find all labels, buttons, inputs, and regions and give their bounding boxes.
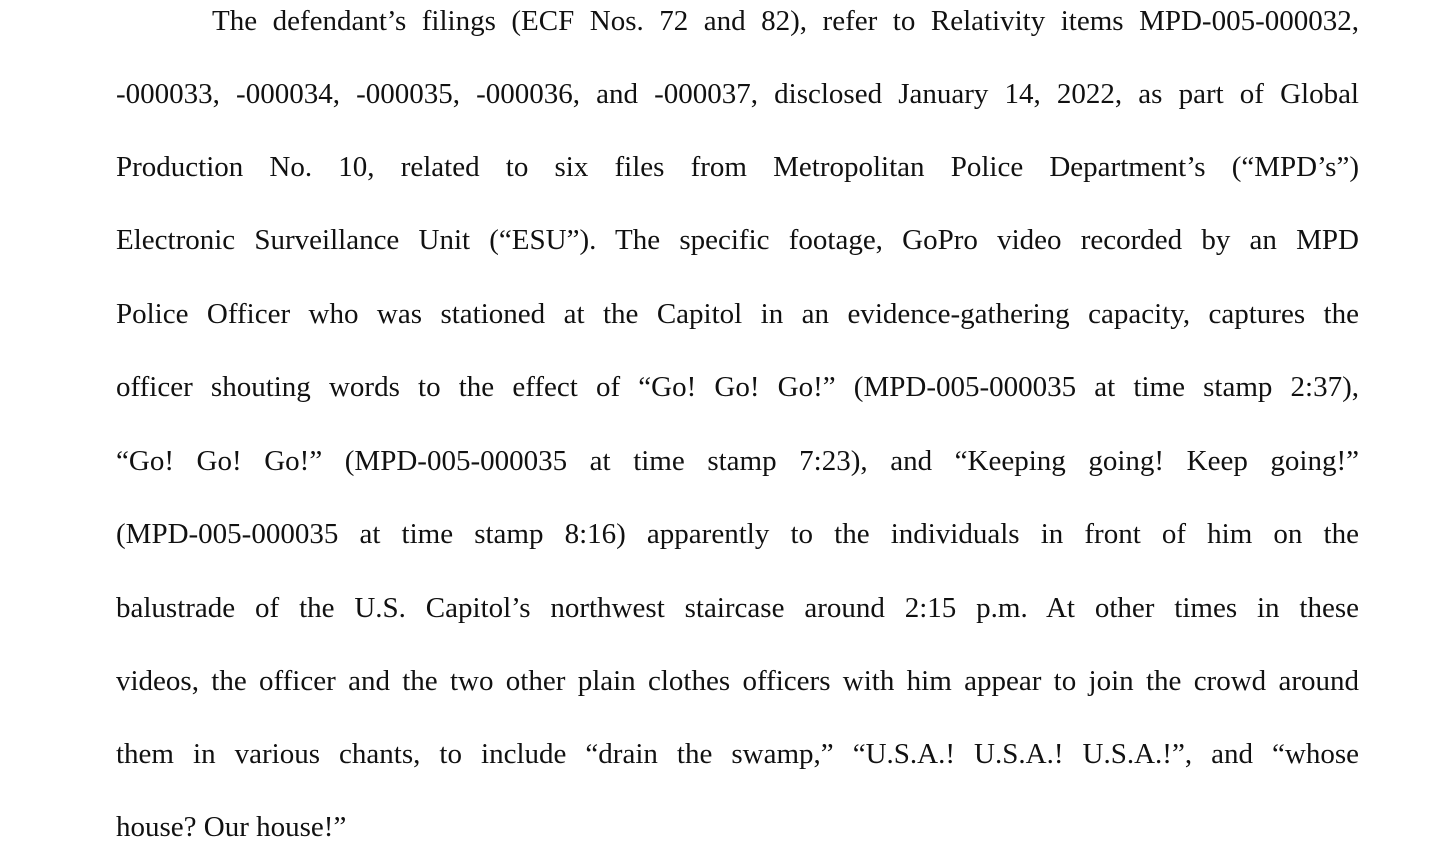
paragraph-line-2: -000033, -000034, -000035, -000036, and -000037, disclosed January 14, 2022, as part of Global bbox=[116, 78, 1359, 110]
paragraph-line-9: balustrade of the U.S. Capitol’s northwest staircase around 2:15 p.m. At other times in these bbox=[116, 592, 1359, 624]
paragraph-line-12: house? Our house!” bbox=[116, 811, 347, 843]
paragraph-line-7: “Go! Go! Go!” (MPD-005-000035 at time stamp 7:23), and “Keeping going! Keep going!” bbox=[116, 445, 1359, 477]
paragraph-line-1: The defendant’s filings (ECF Nos. 72 and 82), refer to Relativity items MPD-005-000032, bbox=[212, 5, 1359, 37]
paragraph-line-4: Electronic Surveillance Unit (“ESU”). The specific footage, GoPro video recorded by an MPD bbox=[116, 224, 1359, 256]
paragraph-line-8: (MPD-005-000035 at time stamp 8:16) apparently to the individuals in front of him on the bbox=[116, 518, 1359, 550]
paragraph-line-5: Police Officer who was stationed at the Capitol in an evidence-gathering capacity, captures the bbox=[116, 298, 1359, 330]
paragraph-line-10: videos, the officer and the two other plain clothes officers with him appear to join the crowd around bbox=[116, 665, 1359, 697]
paragraph-line-6: officer shouting words to the effect of “Go! Go! Go!” (MPD-005-000035 at time stamp 2:37), bbox=[116, 371, 1359, 403]
paragraph-line-3: Production No. 10, related to six files from Metropolitan Police Department’s (“MPD’s”) bbox=[116, 151, 1359, 183]
paragraph-line-11: them in various chants, to include “drain the swamp,” “U.S.A.! U.S.A.! U.S.A.!”, and “whose bbox=[116, 738, 1359, 770]
